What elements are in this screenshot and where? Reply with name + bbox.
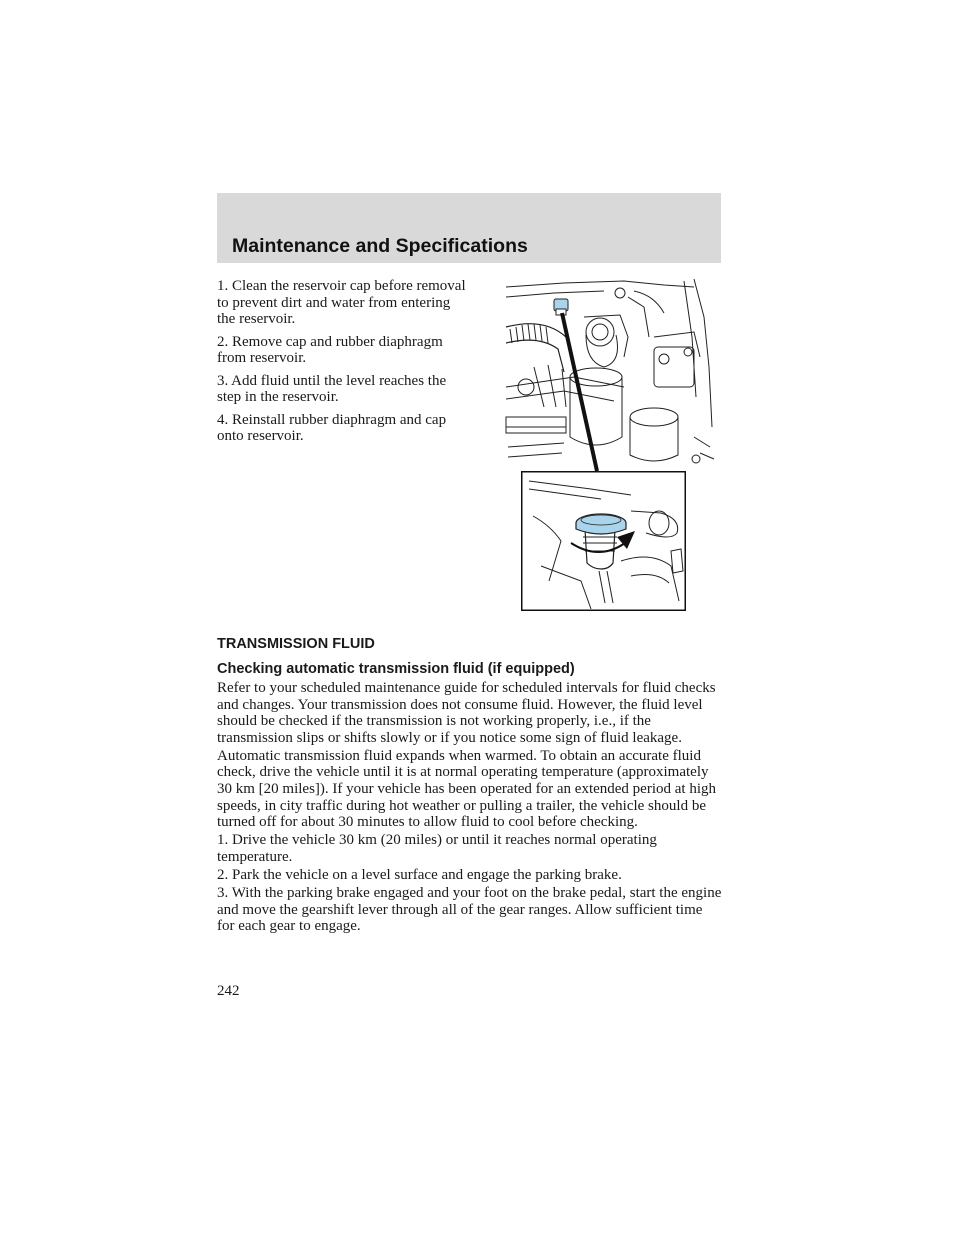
reservoir-steps	[217, 278, 467, 451]
step-item: 1. Clean the reservoir cap before removal to prevent dirt and water from entering the reservoir.	[217, 278, 466, 327]
page-number: 242	[217, 983, 240, 999]
step-item: 3. Add fluid until the level reaches the step in the reservoir.	[217, 372, 447, 405]
section-heading: TRANSMISSION FLUID	[217, 636, 375, 652]
sub-heading: Checking automatic transmission fluid (if equipped)	[217, 661, 575, 677]
reservoir-cap-detail-illustration	[521, 471, 686, 611]
header-band	[217, 193, 721, 263]
paragraph: 3. With the parking brake engaged and your foot on the brake pedal, start the engine and move the gearshift lever through all of the gear ranges. Allow sufficient time for each gear to engage.	[217, 885, 722, 935]
engine-compartment-illustration	[504, 277, 718, 471]
page-title: Maintenance and Specifications	[232, 235, 528, 257]
paragraph: Refer to your scheduled maintenance guide for scheduled intervals for fluid checks and changes. Your transmission does not consume fluid. However, the fluid level should be checked if the transmission is not working properly, i.e., if the transmission slips or shifts slowly or if you notice some sign of fluid leakage.	[217, 680, 716, 746]
paragraph: 2. Park the vehicle on a level surface and engage the parking brake.	[217, 867, 622, 884]
paragraph: 1. Drive the vehicle 30 km (20 miles) or until it reaches normal operating temperature.	[217, 832, 657, 865]
step-item: 2. Remove cap and rubber diaphragm from reservoir.	[217, 333, 443, 366]
step-item: 4. Reinstall rubber diaphragm and cap onto reservoir.	[217, 411, 447, 444]
paragraph: Automatic transmission fluid expands when warmed. To obtain an accurate fluid check, drive the vehicle until it is at normal operating temperature (approximately 30 km [20 miles]). If your vehicle has been operated for an extended period at high speeds, in city traffic during hot weather or pulling a trailer, the vehicle should be turned off for about 30 minutes to allow fluid to cool before checking.	[217, 747, 716, 831]
body-text	[217, 680, 723, 936]
